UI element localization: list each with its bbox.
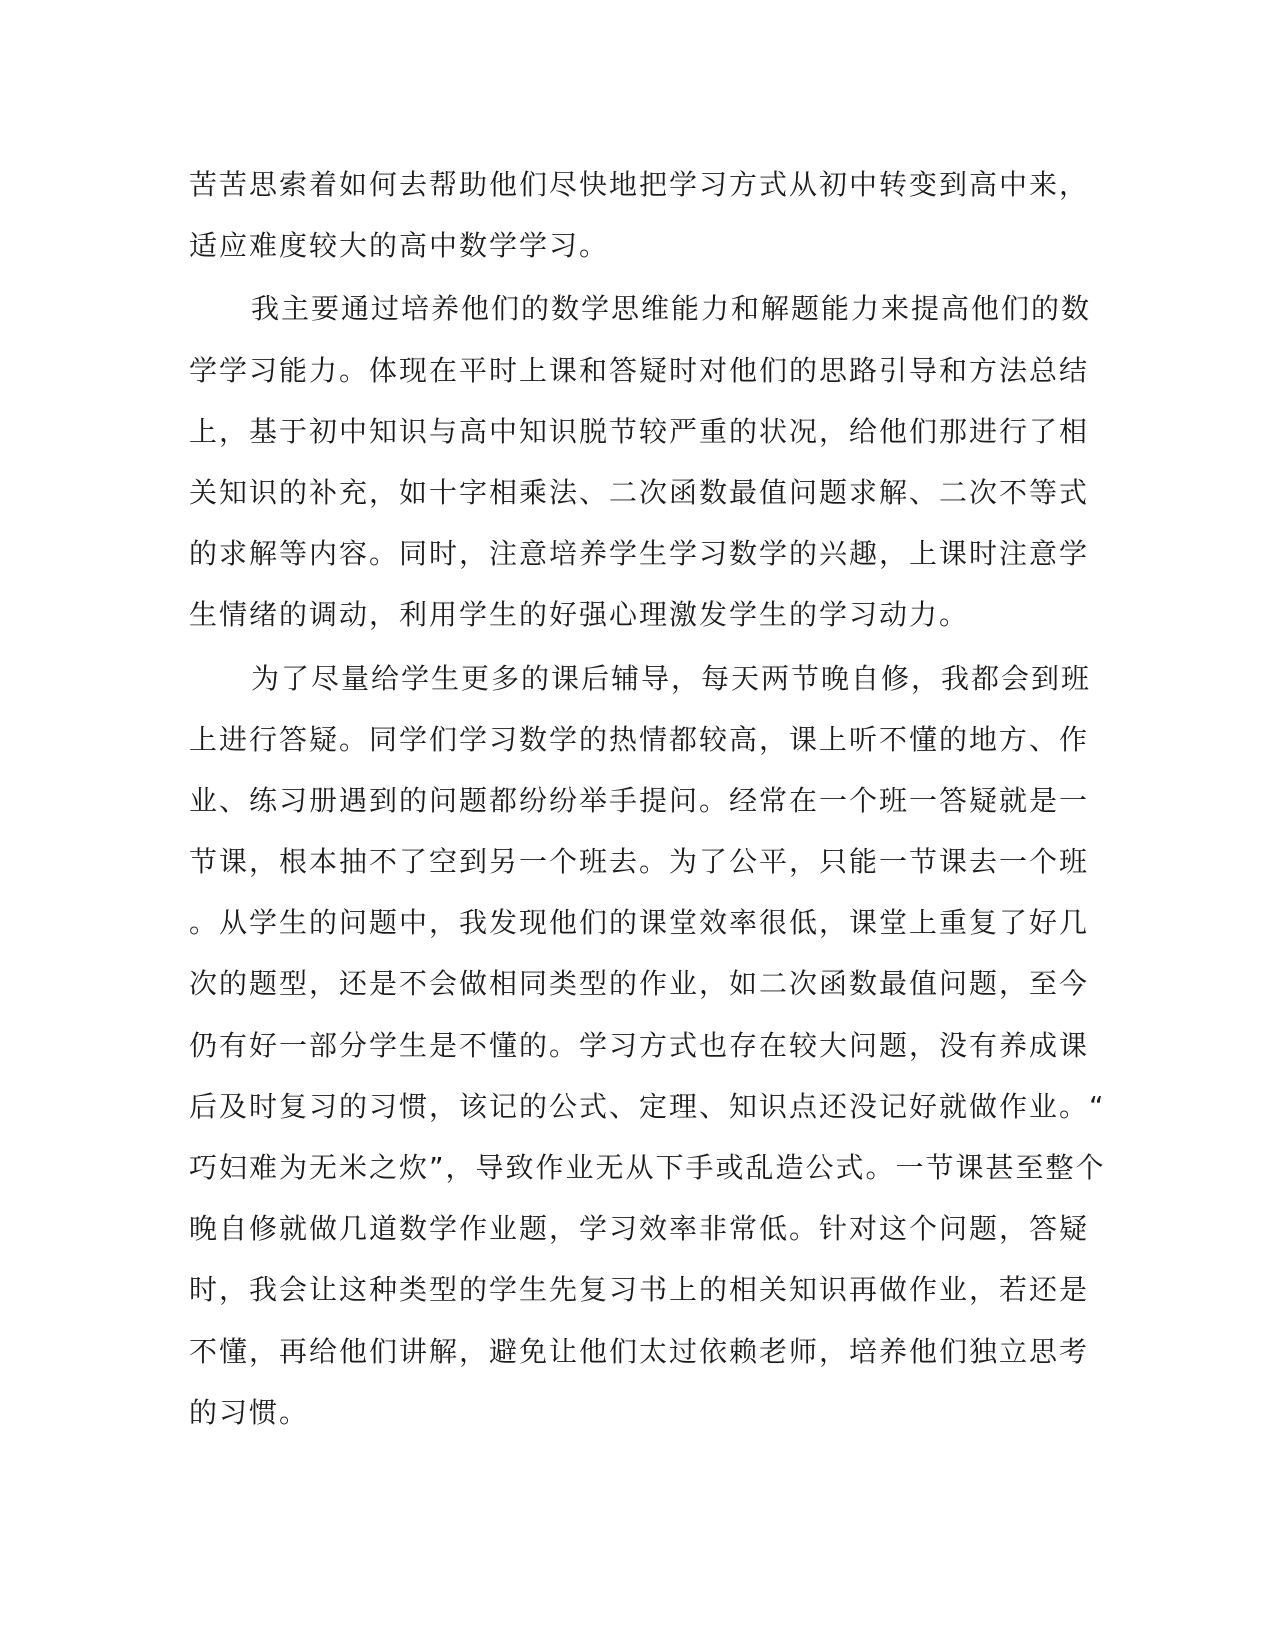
paragraph-1 (189, 154, 1089, 276)
text-line: 业、练习册遇到的问题都纷纷举手提问。经常在一个班一答疑就是一 (189, 783, 1090, 817)
text-line: 晚自修就做几道数学作业题，学习效率非常低。针对这个问题，答疑 (189, 1212, 1090, 1246)
text-line: 。从学生的问题中，我发现他们的课堂效率很低，课堂上重复了好几 (189, 906, 1090, 940)
text-line: 的习惯。 (189, 1395, 310, 1429)
text-line: 后及时复习的习惯，该记的公式、定理、知识点还没记好就做作业。“ (189, 1089, 1106, 1123)
text-line: 次的题型，还是不会做相同类型的作业，如二次函数最值问题，至今 (189, 967, 1090, 1001)
paragraph-3 (189, 648, 1106, 1443)
text-line: 适应难度较大的高中数学学习。 (189, 229, 610, 263)
paragraph-2 (189, 278, 1092, 645)
text-line: 节课，根本抽不了空到另一个班去。为了公平，只能一节课去一个班 (189, 845, 1090, 879)
text-line: 上，基于初中知识与高中知识脱节较严重的状况，给他们那进行了相 (189, 414, 1090, 448)
text-line: 巧妇难为无米之炊”，导致作业无从下手或乱造公式。一节课甚至整个 (189, 1151, 1106, 1184)
text-line: 仍有好一部分学生是不懂的。学习方式也存在较大问题，没有养成课 (189, 1028, 1090, 1062)
text-line: 为了尽量给学生更多的课后辅导，每天两节晚自修，我都会到班 (251, 661, 1092, 695)
text-line: 苦苦思索着如何去帮助他们尽快地把学习方式从初中转变到高中来， (189, 168, 1090, 201)
text-line: 学学习能力。体现在平时上课和答疑时对他们的思路引导和方法总结 (189, 353, 1090, 387)
text-line: 上进行答疑。同学们学习数学的热情都较高，课上听不懂的地方、作 (189, 722, 1090, 756)
text-line: 关知识的补充，如十字相乘法、二次函数最值问题求解、二次不等式 (189, 475, 1090, 509)
document-body (189, 154, 1106, 1443)
text-line: 生情绪的调动，利用学生的好强心理激发学生的学习动力。 (189, 598, 970, 632)
text-line: 我主要通过培养他们的数学思维能力和解题能力来提高他们的数 (251, 292, 1092, 326)
text-line: 不懂，再给他们讲解，避免让他们太过依赖老师，培养他们独立思考 (189, 1334, 1090, 1368)
text-line: 的求解等内容。同时，注意培养学生学习数学的兴趣，上课时注意学 (189, 537, 1090, 571)
text-line: 时，我会让这种类型的学生先复习书上的相关知识再做作业，若还是 (189, 1273, 1090, 1307)
